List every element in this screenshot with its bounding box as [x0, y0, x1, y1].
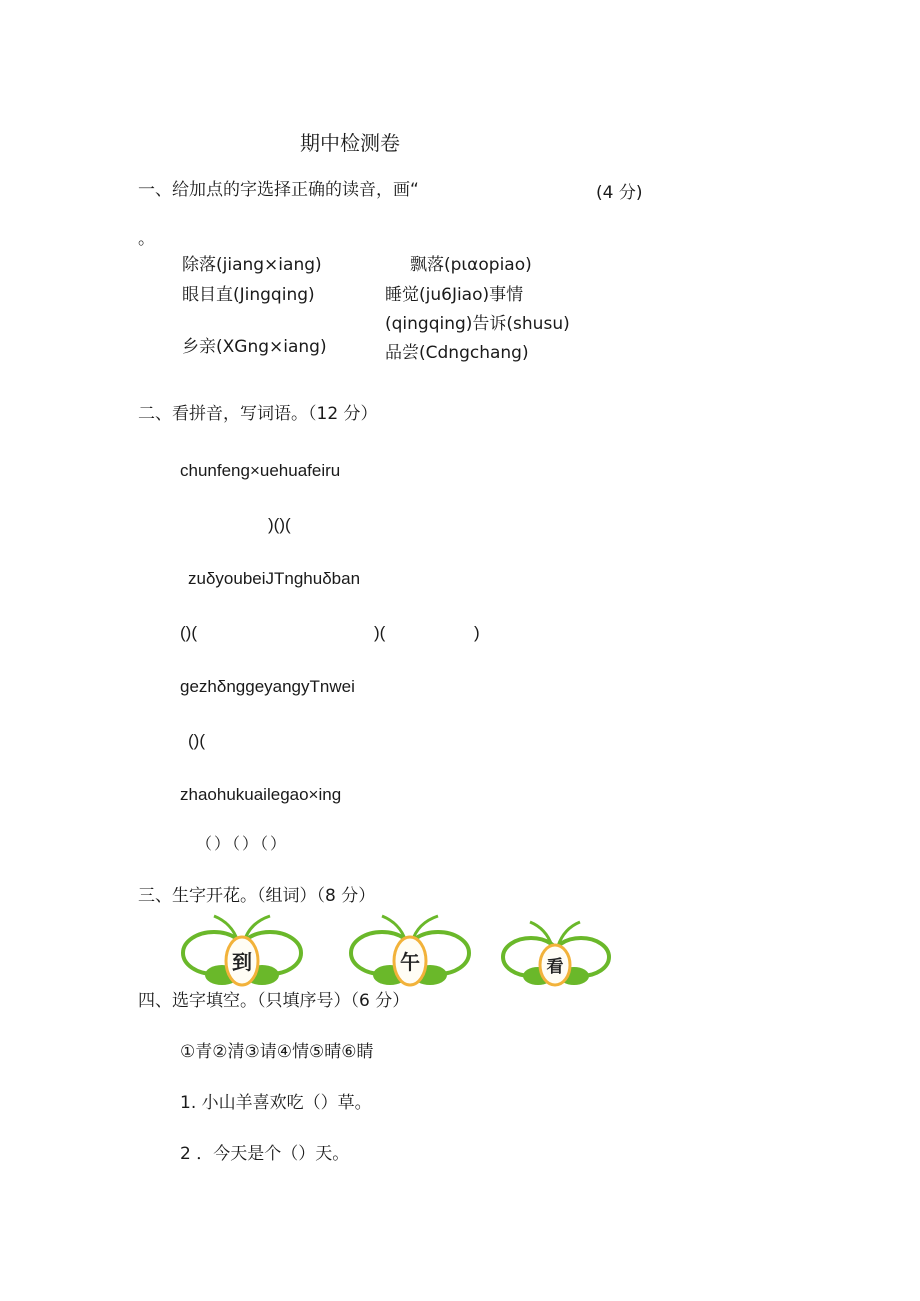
q2-heading: 二、看拼音，写词语。（12 分）	[138, 404, 378, 424]
flower-char: 到	[232, 950, 252, 974]
q4-sentence: 2 ．今天是个（）天。	[180, 1144, 350, 1164]
q3-heading: 三、生字开花。（组词）（8 分）	[138, 886, 376, 906]
q4-sentence: 1. 小山羊喜欢吃（）草。	[180, 1093, 372, 1113]
pinyin-row: chunfeng×uehuafeiru	[180, 461, 341, 480]
flower-char: 午	[400, 950, 420, 974]
answer-brackets: （）（）（）	[196, 834, 289, 853]
flower-diagram	[500, 918, 612, 988]
q1-item: 乡亲(XGng×iang)	[182, 337, 327, 357]
q1-score: (4 分)	[596, 183, 643, 203]
flower-char: 看	[546, 957, 564, 977]
pinyin-row: zhaohukuailegao×ing	[180, 785, 342, 804]
answer-brackets: )(	[374, 623, 386, 642]
q1-continuation: 。	[138, 229, 155, 249]
q1-item: 睡觉(ju6Jiao)事情	[385, 285, 524, 305]
answer-brackets: ()(	[188, 731, 205, 750]
flower-diagram	[348, 912, 472, 988]
q1-item: 飘落(pιαopiao)	[410, 255, 532, 275]
answer-brackets: )()(	[268, 515, 291, 534]
q1-heading: 一、给加点的字选择正确的读音，画“	[138, 180, 419, 200]
q1-item: 品尝(Cdngchang)	[385, 343, 529, 363]
q1-item: 除落(jiang×iang)	[182, 255, 322, 275]
q1-item: 眼目直(Jingqing)	[182, 285, 315, 305]
answer-brackets: ()(	[180, 623, 197, 642]
q1-item: (qingqing)告诉(shusu)	[385, 314, 570, 334]
answer-brackets: )	[474, 623, 480, 642]
q4-heading: 四、选字填空。（只填序号）（6 分）	[138, 991, 410, 1011]
q4-options: ①青②清③请④情⑤晴⑥睛	[180, 1042, 374, 1062]
pinyin-row: zuδyoubeiJTnghuδban	[188, 569, 361, 588]
page-title: 期中检测卷	[300, 131, 400, 155]
pinyin-row: gezhδnggeyangyTnwei	[180, 677, 355, 696]
flower-diagram	[180, 912, 304, 988]
